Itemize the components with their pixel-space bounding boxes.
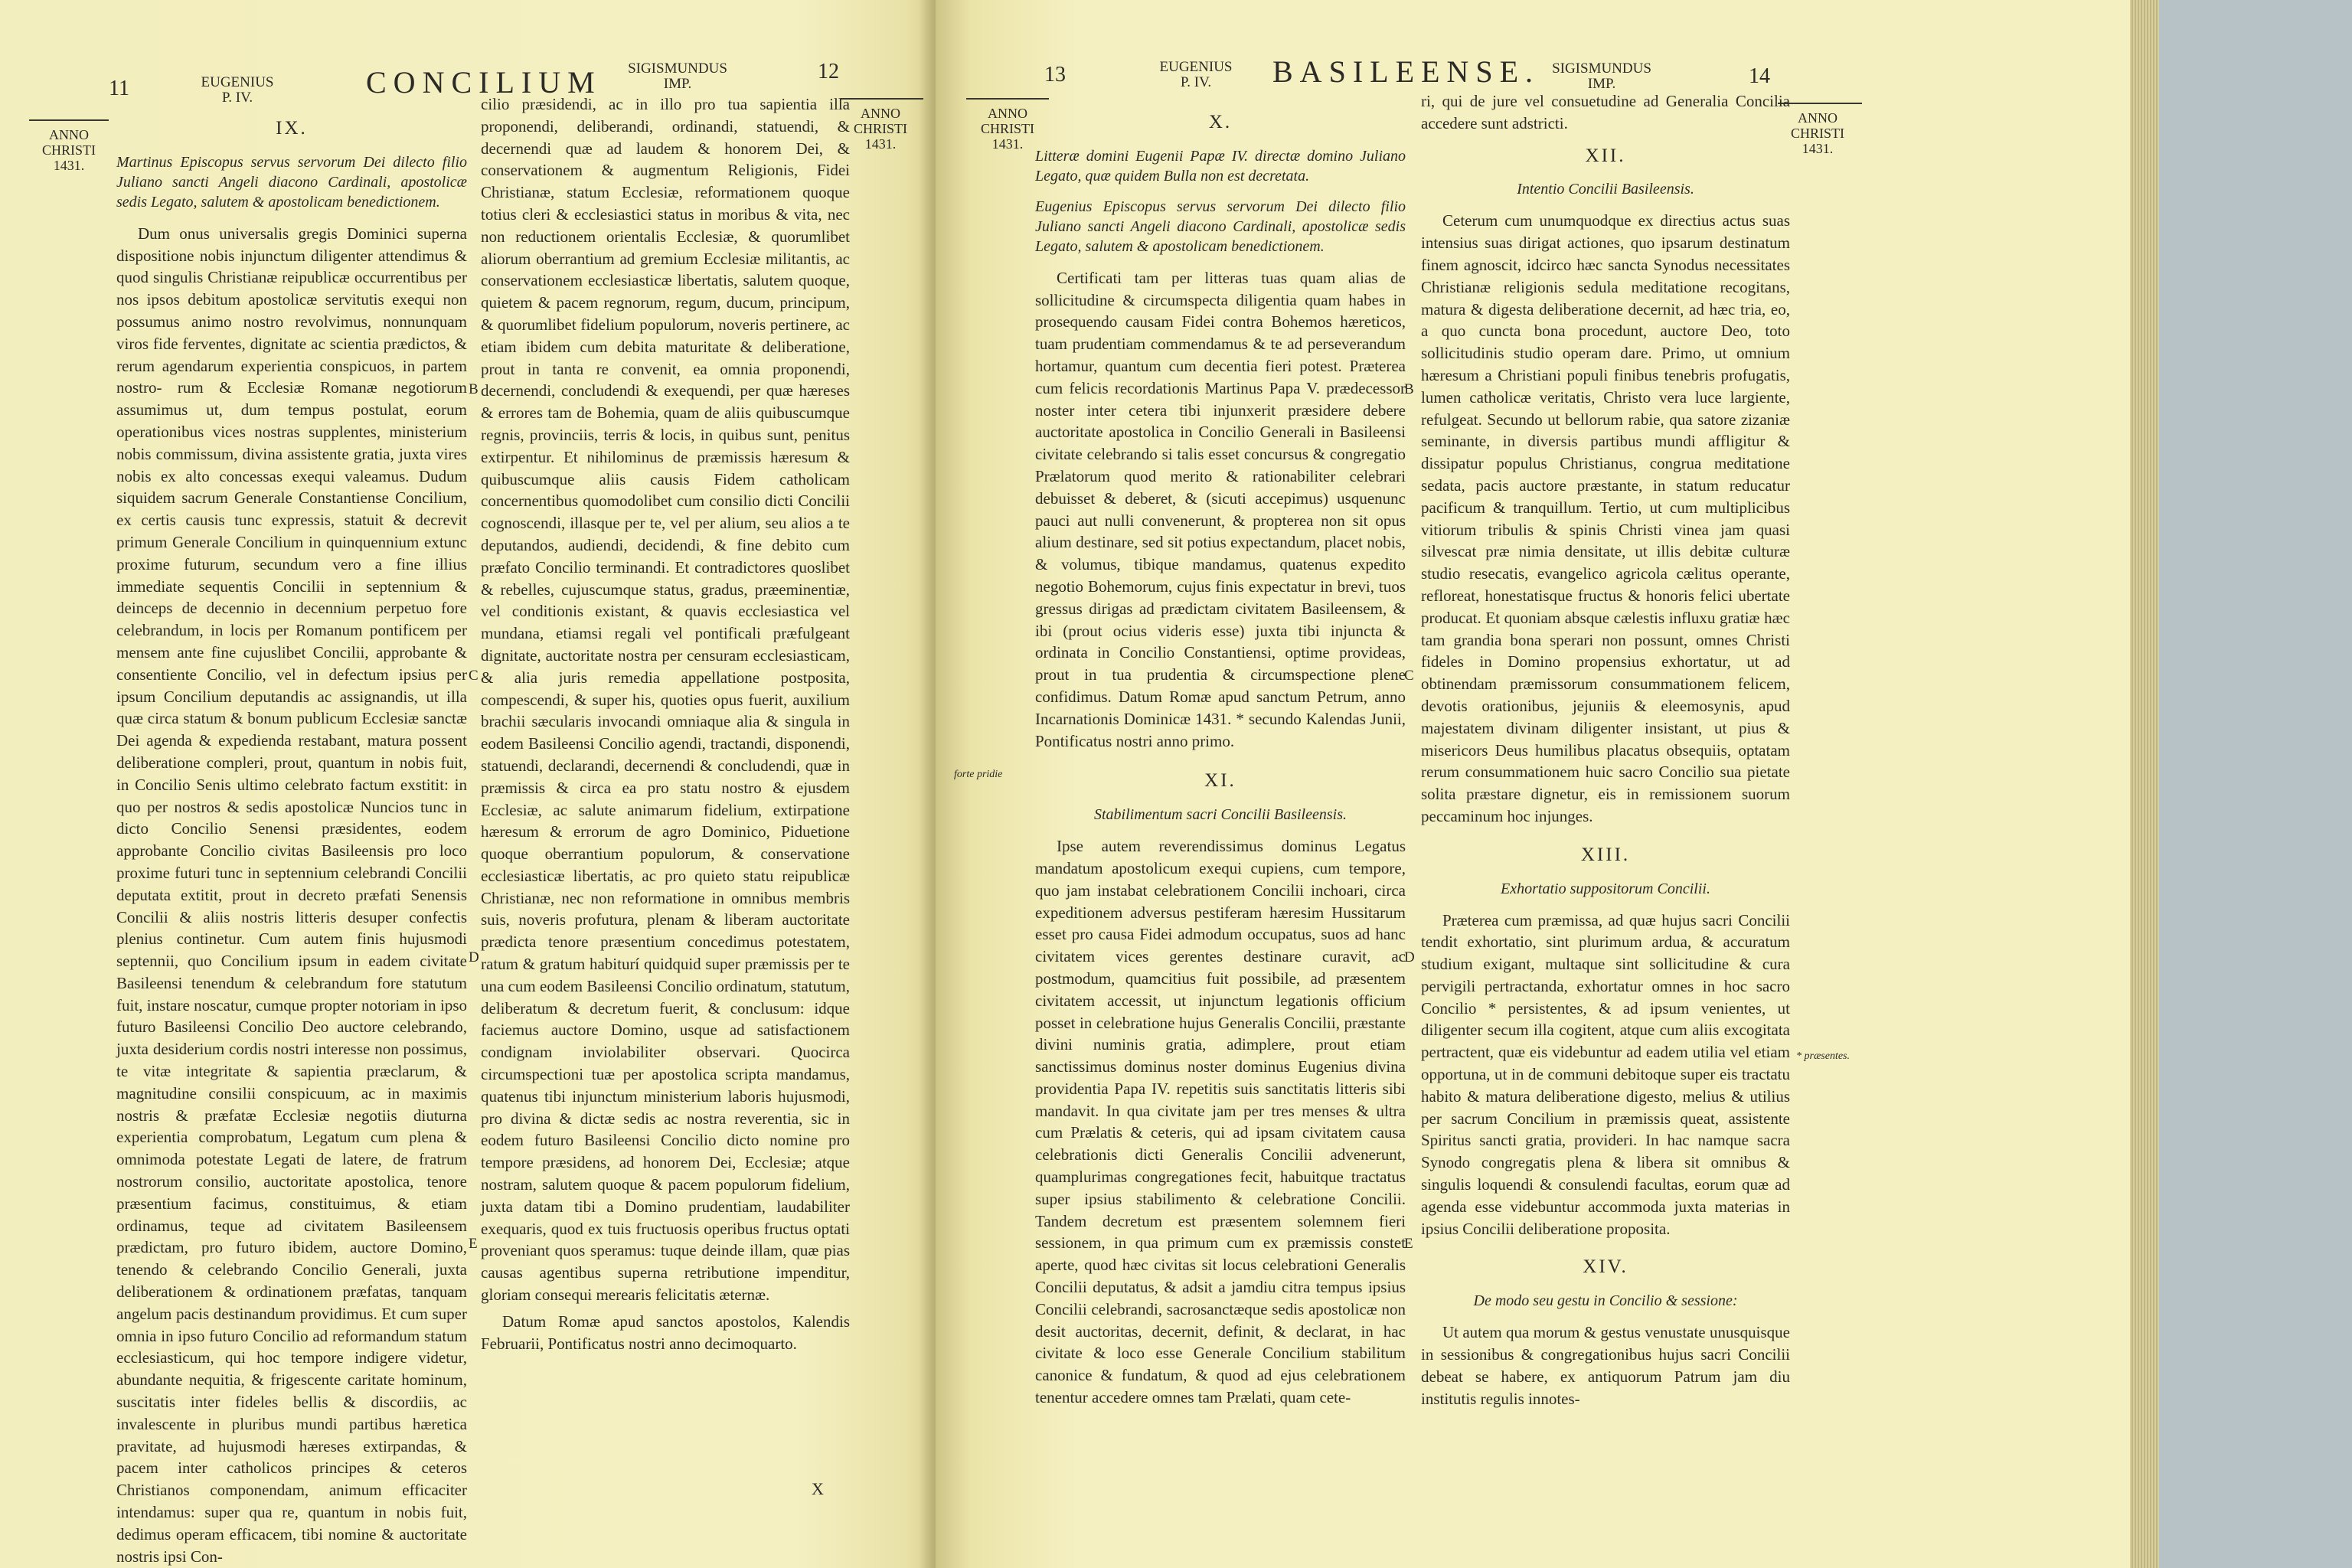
emperor-heading: SIGISMUNDUS IMP. [628, 60, 727, 92]
text-column-left [1035, 107, 1406, 1413]
margin-letter: D [1404, 949, 1415, 965]
margin-letter: C [1404, 668, 1414, 684]
text-column-left [116, 113, 467, 1568]
book-page-edge [2130, 0, 2159, 1568]
margin-note: * præsentes. [1796, 1050, 1850, 1062]
signature-mark: X [812, 1479, 824, 1498]
section-number: XII. [1585, 145, 1626, 166]
margin-letter: E [1404, 1236, 1413, 1252]
margin-letter: B [1404, 381, 1414, 397]
anno-rule [1778, 103, 1862, 104]
page-number: 13 [1044, 63, 1066, 87]
margin-note: forte pridie [954, 769, 1003, 780]
margin-letter: B [469, 381, 479, 397]
section-number: XIII. [1580, 844, 1631, 865]
section-heading: De modo seu gestu in Concilio & sessione: [1473, 1292, 1738, 1310]
body-paragraph: Ceterum cum unumquodque ex directius actus suas intensius suas dirigat actiones, quo ipsarum destinatum finem agnoscit, idcirco hæc sancta Synodus necessitates Christianæ religionis sedula meditatione recogitans, matura & digesta deliberatione decernit, ad hæc tria, eo, a quo cuncta bona procedunt, auctore Deo, toto sollicitudinis studio operam dare. Primo, ut omnium hæresum a Christiani populi finibus tenebris profugatis, lumen catholicæ veritatis, Christo vera luce largiente, refulgeat. Secundo ut bellorum rabie, qua satore zizaniæ seminante, in diversis partibus mundi affligitur & dissipatur populus Christianus, congrua meditatione sedata, pacis auctore præstante, in statum reducatur pacificum & tranquillum. Tertio, ut cum multiplicibus vitiorum tribulis & spinis Christi vinea jam quasi silvescat præ nimia densitate, ut illis debitæ culturæ studio resecatis, evangelico agricola cælitus operante, refloreat, honestatisque fructus & honoris felici ubertate producat. Et quoniam absque cælestis influxu gratiæ hæc tam grandia bona sperari non possunt, omnes Christi fideles in Domino propensius exhortatur, ut ad obtinendam præmissorum consummationem felicem, devotis orationibus, jejuniis & eleemosynis, apud majestatem divinam diligenter insistant, ut pius & misericors Deus humilibus placatus obsequiis, optatam rerum consummationem huic sacro Concilio sua pietate solita præstare dignetur, eis in remissionem suorum peccaminum hoc injunges. [1421, 211, 1790, 825]
emperor-heading: SIGISMUNDUS IMP. [1552, 60, 1651, 92]
running-title: CONCILIUM [366, 65, 602, 100]
anno-rule [966, 98, 1049, 100]
pope-heading: EUGENIUS P. IV. [201, 74, 274, 106]
page-number: 12 [818, 60, 839, 83]
text-column-right [1421, 90, 1790, 1414]
anno-christi-label: ANNO CHRISTI 1431. [1790, 110, 1844, 156]
anno-christi-label: ANNO CHRISTI 1431. [853, 106, 907, 152]
body-paragraph: cilio præsidendi, ac in illo pro tua sapientia illa proponendi, deliberandi, ordinandi, statuendi, & decernendi quæ ad laudem & honorem Dei, & conservationem & augmentum Religionis, Fidei Christianæ, statum Ecclesiæ, reformationem quoque totius cleri & ecclesiastici status in moribus & vita, nec non reductionem orientalis Ecclesiæ, & quorumlibet aliorum oberrantium ad gremium Ecclesiæ militantis, ac conservationem ecclesiasticæ libertatis, salutem quoque, quietem & pacem regnorum, regum, ducum, principum, & quorumlibet fidelium populorum, noveris pertinere, ac etiam ibidem cum debita maturitate & deliberatione, prout in tanta re convenit, ea omnia proponendi, decernendi, concludendi & exequendi, per quæ hæreses & errores tam de Bohemia, quam de aliis quibuscumque regnis, provinciis, terris & locis, in quibus sunt, penitus extirpentur. Et nihilominus de præmissis hæresum & quibuscumque aliis causis Fidem catholicam concernentibus quomodolibet cum consilio dicti Concilii cognoscendi, illasque per te, vel per alium, seu alios a te deputandos, audiendi, decidendi, & fine debito cum præfato Concilio terminandi. Et contradictores quoslibet & rebelles, cujuscumque status, gradus, præeminentiæ, vel conditionis existant, & quavis ecclesiastica vel mundana, etiamsi regali vel pontificali præfulgeant dignitate, auctoritate nostra per censuram ecclesiasticam, & alia juris remedia appellatione postposita, compescendi, & super his, quoties opus fuerit, auxilium brachii sæcularis invocandi omniaque alia & singula in eodem Basileensi Concilio agendi, tractandi, disponendi, statuendi, declarandi, decernendi & concludendi, quæ in præmissis & circa ea pro statu nostro & ejusdem Ecclesiæ, ac salute animarum fidelium, extirpatione hæresum & errorum de agro Dominico, Piduetione quoque oberrantium populorum, & conservatione ecclesiasticæ libertatis, ac pro quieto statu reipublicæ Christianæ, nec non reformatione in omnibus membris suis, noveris profutura, plenam & liberam auctoritate prædicta tenore præsentium concedimus potestatem, ratum & gratum habiturí quidquid super præmissis per te una cum eodem Basileensi Concilio ordinatum, statutum, deliberatum & decretum fuerit, & conclusum: idque faciemus auctore Domino, usque ad satisfactionem condignam inviolabiliter observari. Quocirca circumspectioni tuæ per apostolica scripta mandamus, quatenus tibi injunctum ministerium laboris hujusmodi, pro divina & dictæ sedis ac nostra reverentia, sic in eodem futuro Basileensi Concilio dicto nomine pro tempore præsidens, ad honorem Dei, Ecclesiæ; atque nostram, salutem quoque & pacem populorum fidelium, juxta datam tibi a Domino prudentiam, laudabiliter exequaris, quod ex tuis fructuosis operibus fructus optati proveniant quos speramus: tuque deinde illam, quæ pias causas agentibus superna retributione impenditur, gloriam consequi merearis felicitatis æternæ. [481, 95, 850, 1305]
anno-christi-label: ANNO CHRISTI 1431. [980, 106, 1034, 152]
page-number: 14 [1749, 64, 1770, 88]
section-number: IX. [276, 118, 308, 139]
body-paragraph: Ut autem qua morum & gestus venustate unusquisque in sessionibus & congregationibus hujus sacri Concilii debeat se habere, ex antiquorum Patrum jam diu institutis regulis innotes- [1421, 1323, 1790, 1408]
text-column-right [481, 93, 850, 1359]
salutation: Martinus Episcopus servus servorum Dei dilecto filio Juliano sancti Angeli diacono Cardinali, apostolicæ sedis Legato, salutem & apostolicam benedictionem. [116, 153, 467, 211]
margin-letter: E [469, 1236, 478, 1252]
running-title: BASILEENSE. [1272, 54, 1540, 89]
margin-letter: D [469, 949, 479, 965]
pope-heading: EUGENIUS P. IV. [1159, 59, 1233, 90]
anno-christi-label: ANNO CHRISTI 1431. [41, 127, 96, 173]
body-paragraph: Ipse autem reverendissimus dominus Legatus mandatum apostolicum exequi cupiens, cum tempore, quo jam instabat celebrationem Concilii inchoari, circa expeditionem adversus pestiferam hæresim Hussitarum esset pro causa Fidei admodum occupatus, suos ad hanc civitatem vices gerentes destinare curavit, ac postmodum, quamcitius fuit possibile, ad præsentem civitatem accessit, ut injunctum legationis officium posset in celebratione hujus Generalis Concilii, præstante divini numinis gratia, adimplere, prout etiam sanctissimus dominus noster dominus Eugenius divina providentia Papa IV. repetitis suis sanctitatis litteris sibi mandavit. In qua civitate jam per tres menses & ultra cum Prælatis & ceteris, qui ad ipsam civitatem causa celebrationis dicti Generalis Concilii advenerunt, quamplurimas congregationes fecit, habuitque tractatus super ipsius stabilimento & celebratione Concilii. Tandem decretum est præsentem solemnem fieri sessionem, in qua primum cum ex præmissis constet aperte, quod hæc civitas sit locus celebrationi Generalis Concilii deputatus, & adsit a jamdiu citra tempus ipsius Concilii celebrandi, sacrosanctæque sedis apostolicæ non desit auctoritas, decernit, definit, & declarat, in hac civitate & loco esse Generale Concilium stabilitum canonice & fundatum, & quod ad ejus celebrationem tenentur accedere omnes tam Prælati, quam cete- [1035, 837, 1406, 1407]
section-heading: Stabilimentum sacri Concilii Basileensis. [1094, 806, 1347, 824]
section-number: XI. [1204, 770, 1236, 792]
dating-paragraph: Datum Romæ apud sanctos apostolos, Kalendis Februarii, Pontificatus nostri anno decimoquarto. [481, 1312, 850, 1353]
right-page [936, 0, 2130, 1568]
margin-letter: C [469, 668, 479, 684]
left-page [0, 0, 936, 1568]
page-number: 11 [109, 77, 129, 100]
body-paragraph: Certificati tam per litteras tuas quam alias de sollicitudine & circumspecta diligentia quam habes in prosequendo causam Fidei contra Bohemos hæreticos, tuam prudentiam commendamus & te ad perseverandum hortamur, quantum cum decentia fieri potest. Præterea cum felicis recordationis Martinus Papa V. prædecessor noster inter cetera tibi injunxerit præsidere debere auctoritate apostolica in Concilio Generali in Basileensi civitate celebrando si talis esset concursus & congregatio Prælatorum quod merito & rationabiliter celebrari debuisset & deberet, & (sicuti accepimus) usquenunc pauci aut nulli convenerunt, & propterea non sit opus alium destinare, sed sit potius expectandum, placet nobis, & volumus, tibique mandamus, quatenus expedito negotio Bohemorum, cujus finis expectatur in brevi, tuos gressus dirigas ad prædictam civitatem Basileensem, & ibi (prout ocius videris esse) juxta tibi injuncta & ordinata in Concilio Constantiensi, optime provideas, prout in tua prudentia & circumspectione plene confidimus. Datum Romæ apud sanctum Petrum, anno Incarnationis Dominicæ 1431. * secundo Kalendas Junii, Pontificatus nostri anno primo. [1035, 268, 1406, 750]
section-number: X. [1208, 112, 1233, 132]
section-number: XIV. [1583, 1256, 1628, 1278]
anno-rule [841, 98, 923, 100]
section-heading: Intentio Concilii Basileensis. [1517, 181, 1694, 198]
section-heading: Litteræ domini Eugenii Papæ IV. directæ domino Juliano Legato, quæ quidem Bulla non est decretata. [1035, 147, 1406, 185]
anno-rule [29, 119, 109, 121]
section-heading: Exhortatio suppositorum Concilii. [1501, 880, 1710, 897]
body-paragraph: ri, qui de jure vel consuetudine ad Generalia Concilia accedere sunt adstricti. [1421, 92, 1790, 132]
body-paragraph: Dum onus universalis gregis Dominici superna dispositione nobis injunctum diligenter attendimus & quod singulis Christianæ reipublicæ occurrentibus per nos ipsos debitum apostolicæ servitutis exequi non possumus animo nostro revolvimus, nonnunquam viros fide ferventes, dignitate ac scientia prædictos, & rerum agendarum experientia conspicuos, in partem nostro- rum & Ecclesiæ Romanæ negotiorum assumimus ut, dum tempus postulat, eorum operationibus vices nostras supplentes, ministerium nobis commissum, divina assistente gratia, juxta vires nobis ex alto concessas exequi valeamus. Dudum siquidem sacrum Generale Constantiense Concilium, ex certis causis tunc expressis, statuit & decrevit primum Generale Concilium in quinquennium extunc proxime futurum, secundum vero a fine illius immediate sequentis Concilii in septennium & deinceps de decennio in decennium perpetuo fore celebrandum, in locis per Romanum pontificem per mensem ante fine cujuslibet Concilii, approbante & consentiente Concilio, vel in defectum ipsius per ipsum Concilium deputandis ac assignandis, ut illa quæ circa statum & bonum publicum Ecclesiæ sanctæ Dei agenda & expedienda restabant, matura possent deliberatione compleri, prout, quantum in nobis fuit, in Concilio Senis ultimo celebrato factum exstitit: in quo per nostros & sedis apostolicæ Nuncios tunc in dicto Concilio Senensi præsidentes, eodem approbante Concilio civitas Basileensis pro loco proxime futuri tunc in septennium celebrandi Concilii deputata extitit, prout in decreto præfati Senensis Concilii & aliis nostris litteris desuper confectis plenius continetur. Cum autem finis hujusmodi septennii, quo Concilium ipsum in eadem civitate Basileensi tenendum & celebrandum fore statutum fuit, instare noscatur, cumque propter notoriam in ipso futuro Basileensi Concilio Deo auctore celebrando, juxta desiderium cordis nostri interesse non possimus, te vitæ integritate & sapientia præclarum, & magnitudine consilii conspicuum, ac in maximis nostris & præfatæ Ecclesiæ negotiis diuturna experientia comprobatum, Legatum cum plena & omnimoda potestate Legati de latere, de fratrum nostrorum consilio, auctoritate apostolica, tenore præsentium facimus, constituimus, & etiam ordinamus, teque ad civitatem Basileensem prædictam, pro futuro ibidem, auctore Domino, tenendo & celebrando Concilio Generali, juxta deliberationem & ordinationem præfatas, tanquam angelum pacis destinandum providimus. Et cum super omnia in ipso futuro Concilio ad reformandum statum ecclesiasticum, qui hoc tempore indigere videtur, abundante nequitia, & frigescente caritate hominum, suscitatis inter fideles bellis & discordiis, ac invalescente in pluribus mundi partibus hæretica pravitate, ad hujusmodi hæreses extirpandas, & pacem inter catholicos principes & ceteros Christianos componendam, animum efficaciter intendamus: super qua re, quantum in nobis fuit, dedimus operam efficacem, tibi nomine & auctoritate nostris ipsi Con- [116, 224, 467, 1566]
body-paragraph: Præterea cum præmissa, ad quæ hujus sacri Concilii tendit exhortatio, sint plurimum ardua, & accuratum studium exigant, multaque sint sollicitudine & cura pervigili pertractanda, exhortatur omnes in hoc sacro Concilio * persistentes, & ad ipsum venientes, ut diligenter secum illa cogitent, atque cum aliis excogitata pertractent, quæ eis videbuntur ad eadem utilia vel etiam opportuna, ut in de communi debitoque super eis tractatu habito & matura deliberatione digesto, melius & utilius per sacrum Concilium in præmissis queat, assistente Spiritus sancti gratia, provideri. In hac namque sacra Synodo congregatis plena & libera sit omnibus & singulis loquendi & consulendi facultas, eorum quæ ad agenda esse videbuntur accommoda juxta materias in ipsius Concilii deliberatione proposita. [1421, 910, 1790, 1238]
salutation: Eugenius Episcopus servus servorum Dei dilecto filio Juliano sancti Angeli diacono Cardinali, apostolicæ sedis Legato, salutem & apostolicam benedictionem. [1035, 198, 1406, 255]
